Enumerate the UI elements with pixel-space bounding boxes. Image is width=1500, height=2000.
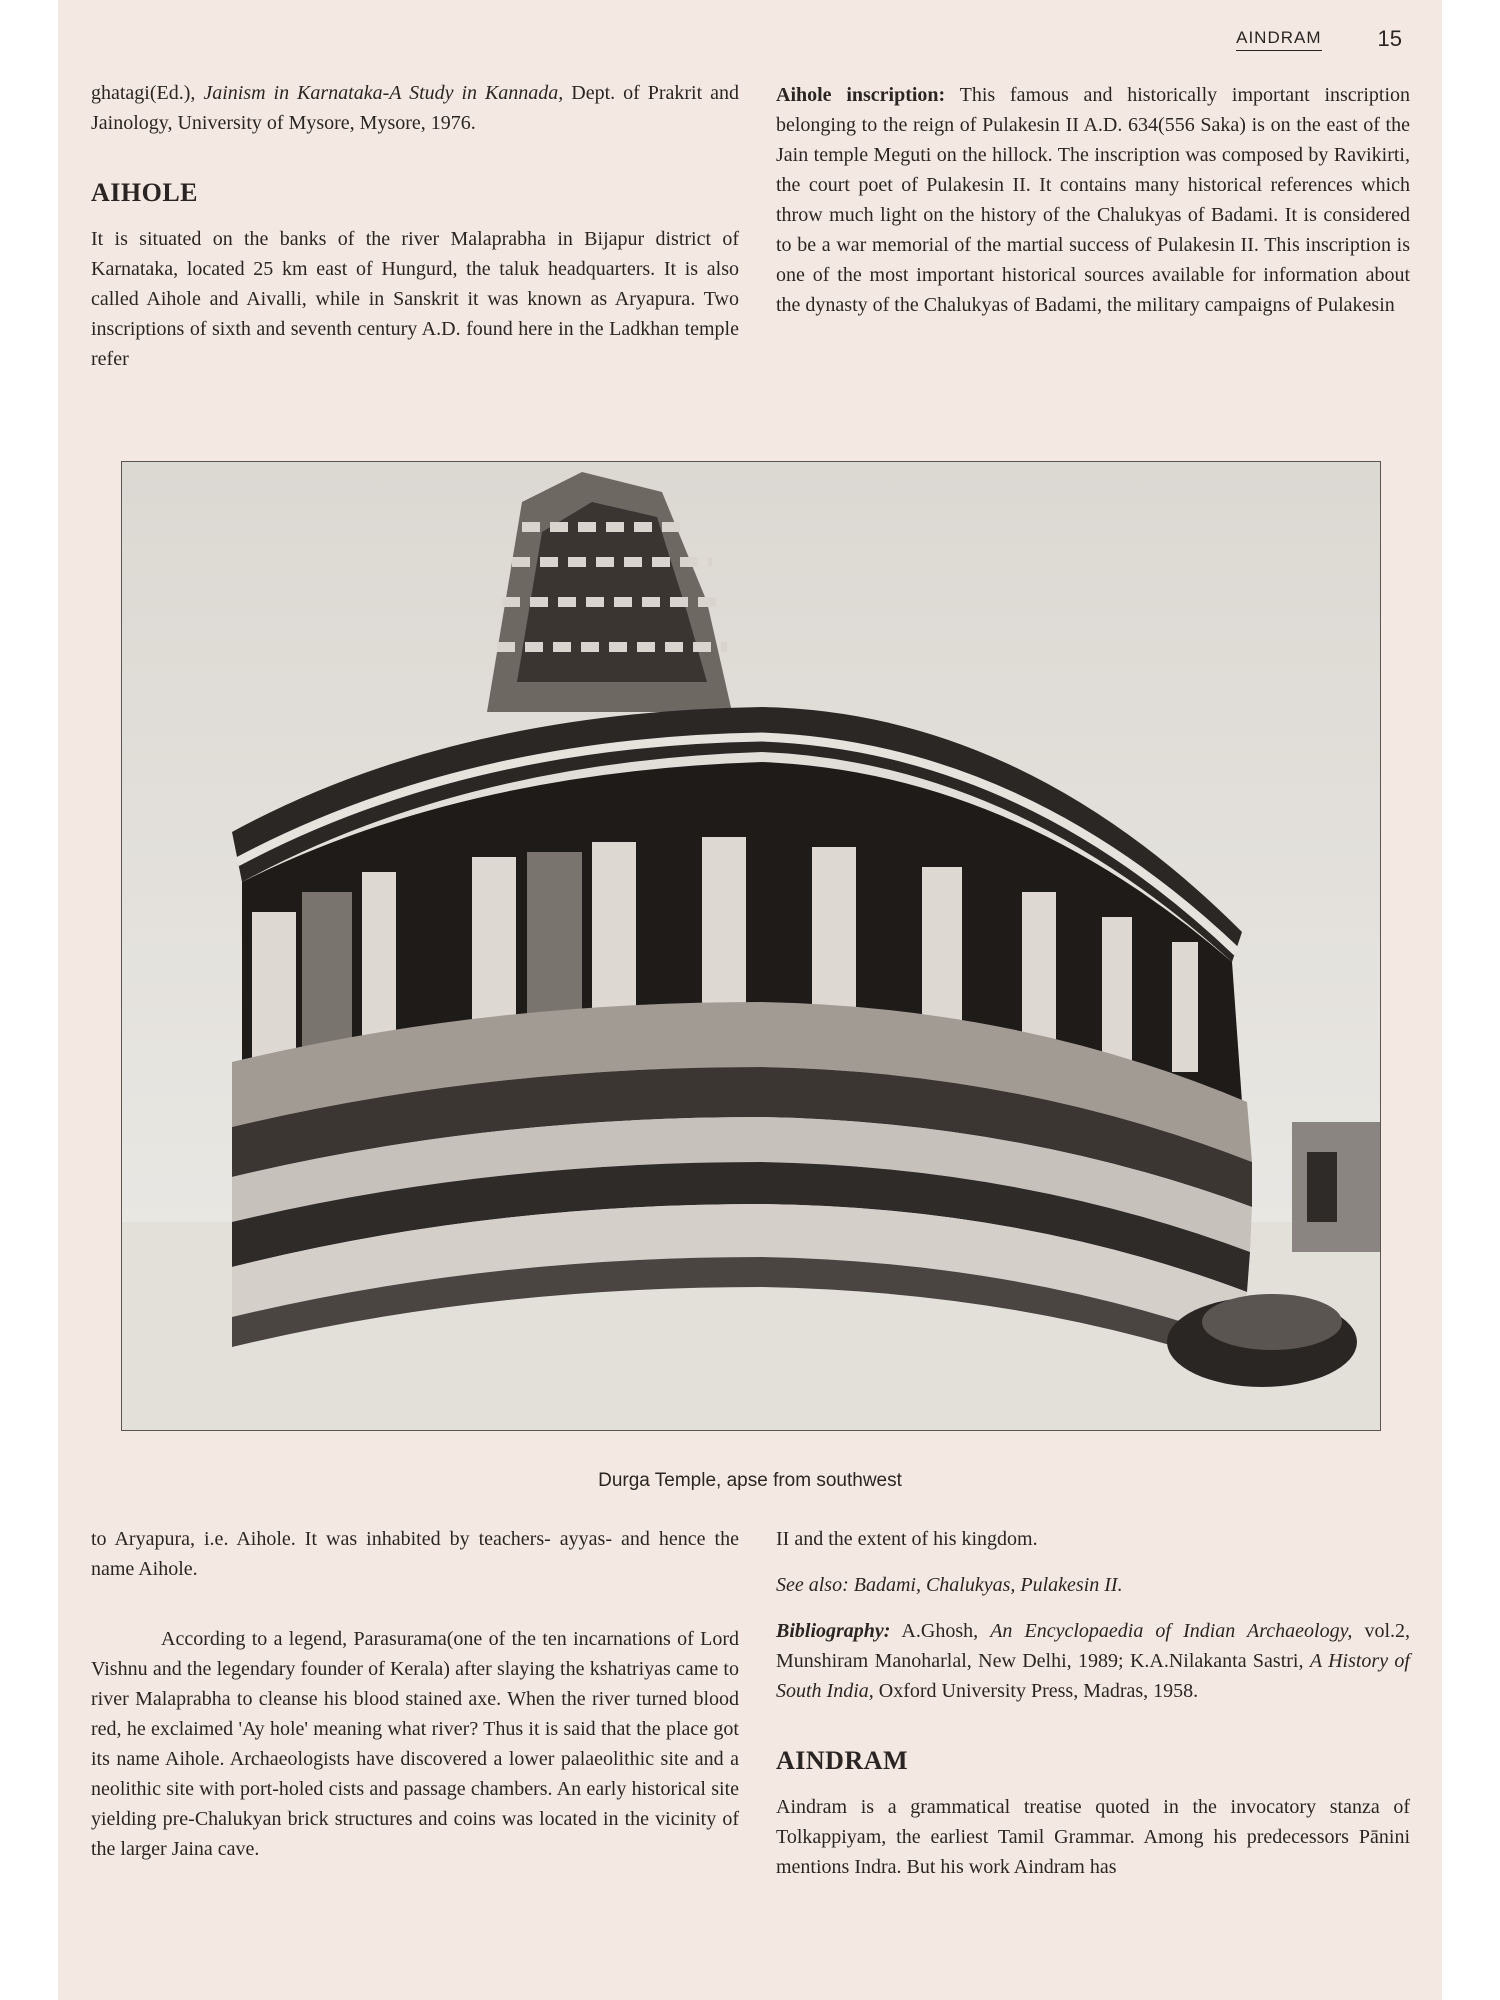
- aihole-inscription-paragraph: Aihole inscription: This famous and historically important inscription belonging to the reign of Pulakesin II A.D. 634(556 Saka) is on the east of the Jain temple Meguti on the hillock. The inscription was composed by Ravikirti, the court poet of Pulakesin II. It contains many historical references which throw much light on the history of the Chalukyas of Badami. It is considered to be a war memorial of the martial success of Pulakesin II. This inscription is one of the most important historical sources available for information about the dynasty of the Chalukyas of Badami, the military campaigns of Pulakesin: [776, 84, 1410, 316]
- inscription-paragraph-cont: II and the extent of his kingdom.: [776, 1528, 1038, 1550]
- aihole-paragraph: It is situated on the banks of the river Malaprabha in Bijapur district of Karnataka, located 25 km east of Hungurd, the taluk headquarters. It is also called Aihole and Aivalli, while in Sanskrit it was known as Aryapura. Two inscriptions of sixth and seventh century A.D. found here in the Ladkhan temple refer: [91, 228, 739, 370]
- right-column-top: [776, 80, 1410, 320]
- aihole-paragraph-cont: to Aryapura, i.e. Aihole. It was inhabited by teachers- ayyas- and hence the name Aihole.: [91, 1528, 739, 1580]
- temple-illustration: [122, 462, 1380, 1430]
- durga-temple-photo: [122, 462, 1380, 1430]
- aindram-paragraph: Aindram is a grammatical treatise quoted in the invocatory stanza of Tolkappiyam, the earliest Tamil Grammar. Among his predecessors Pānini mentions Indra. But his work Aindram has: [776, 1796, 1410, 1878]
- running-head: [1236, 24, 1402, 54]
- bibliography-label: Bibliography:: [776, 1620, 891, 1642]
- figure-caption: Durga Temple, apse from southwest: [598, 1470, 902, 1491]
- left-column-top: [91, 78, 739, 374]
- heading-aihole: AIHOLE: [91, 178, 199, 207]
- heading-aindram: AINDRAM: [776, 1746, 909, 1775]
- bibliography: Bibliography: A.Ghosh, An Encyclopaedia of Indian Archaeology, vol.2, Munshiram Manoharlal, New Delhi, 1989; K.A.Nilakanta Sastri, A History of South India, Oxford University Press, Madras, 1958.: [776, 1620, 1411, 1702]
- right-column-bottom: [776, 1524, 1410, 1882]
- legend-paragraph: According to a legend, Parasurama(one of the ten incarnations of Lord Vishnu and the legendary founder of Kerala) after slaying the kshatriyas came to river Malaprabha to cleanse his blood stained axe. When the river turned blood red, he exclaimed 'Ay hole' meaning what river? Thus it is said that the place got its name Aihole. Archaeologists have discovered a lower palaeolithic site and a neolithic site with port-holed cists and passage chambers. An early historical site yielding pre-Chalukyan brick structures and coins was located in the vicinity of the larger Jaina cave.: [91, 1628, 739, 1860]
- page-number: 15: [1377, 26, 1402, 51]
- aihole-inscription-lead: Aihole inscription:: [776, 84, 946, 106]
- book-page: [58, 0, 1442, 2000]
- see-also: See also: Badami, Chalukyas, Pulakesin II.: [776, 1574, 1123, 1596]
- running-head-section: AINDRAM: [1236, 28, 1321, 51]
- left-column-bottom: [91, 1524, 739, 1864]
- reference-continuation: ghatagi(Ed.), Jainism in Karnataka-A Study in Kannada, Dept. of Prakrit and Jainology, University of Mysore, Mysore, 1976.: [91, 82, 739, 134]
- reference-title: Jainism in Karnataka-A Study in Kannada,: [203, 82, 564, 104]
